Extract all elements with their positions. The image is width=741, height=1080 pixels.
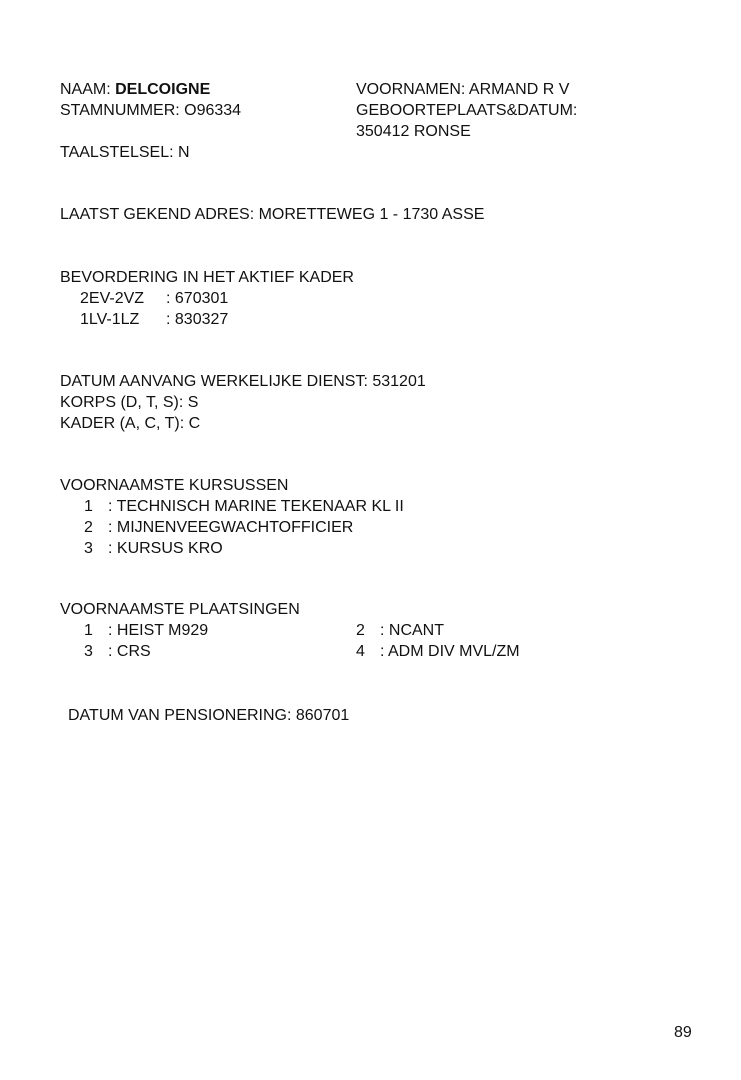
plaatsing-item	[356, 642, 520, 662]
bevordering-rank: 2EV-2VZ	[80, 290, 145, 307]
kursus-text: : KURSUS KRO	[108, 540, 223, 557]
kursussen-title: VOORNAAMSTE KURSUSSEN	[60, 477, 289, 494]
plaatsing-text: : CRS	[108, 643, 151, 660]
laatst-gekend-adres: LAATST GEKEND ADRES: MORETTEWEG 1 - 1730 ASSE	[60, 206, 485, 223]
geboorte-label: GEBOORTEPLAATS&DATUM:	[356, 102, 578, 119]
kursus-num: 3	[84, 540, 93, 557]
geboorte-value: 350412 RONSE	[356, 123, 471, 140]
bevordering-rank: 1LV-1LZ	[80, 311, 140, 328]
plaatsing-text: : HEIST M929	[108, 622, 209, 639]
kursus-num: 2	[84, 519, 93, 536]
datum-pensionering: DATUM VAN PENSIONERING: 860701	[68, 707, 350, 724]
korps: KORPS (D, T, S): S	[60, 394, 199, 411]
plaatsing-num: 3	[84, 643, 93, 660]
plaatsing-item	[84, 621, 208, 641]
bevordering-item	[80, 289, 228, 309]
kursus-item	[84, 539, 223, 559]
naam-value: DELCOIGNE	[115, 81, 211, 98]
plaatsingen-title: VOORNAAMSTE PLAATSINGEN	[60, 601, 300, 618]
kader: KADER (A, C, T): C	[60, 415, 201, 432]
taalstelsel: TAALSTELSEL: N	[60, 144, 190, 161]
plaatsing-item	[84, 642, 151, 662]
page-number: 89	[674, 1024, 692, 1041]
plaatsing-text: : NCANT	[380, 622, 444, 639]
bevordering-date: : 670301	[166, 290, 229, 307]
plaatsing-num: 2	[356, 622, 365, 639]
kursus-num: 1	[84, 498, 93, 515]
naam-line	[60, 80, 210, 100]
kursus-item	[84, 518, 353, 538]
bevordering-item	[80, 310, 228, 330]
plaatsing-item	[356, 621, 444, 641]
voornamen: VOORNAMEN: ARMAND R V	[356, 81, 570, 98]
datum-aanvang-dienst: DATUM AANVANG WERKELIJKE DIENST: 531201	[60, 373, 426, 390]
kursus-text: : MIJNENVEEGWACHTOFFICIER	[108, 519, 354, 536]
bevordering-date: : 830327	[166, 311, 229, 328]
plaatsing-num: 1	[84, 622, 93, 639]
plaatsing-text: : ADM DIV MVL/ZM	[380, 643, 520, 660]
stamnummer: STAMNUMMER: O96334	[60, 102, 242, 119]
bevordering-title: BEVORDERING IN HET AKTIEF KADER	[60, 269, 354, 286]
plaatsing-num: 4	[356, 643, 365, 660]
kursus-item	[84, 497, 404, 517]
kursus-text: : TECHNISCH MARINE TEKENAAR KL II	[108, 498, 404, 515]
naam-label: NAAM:	[60, 81, 111, 98]
